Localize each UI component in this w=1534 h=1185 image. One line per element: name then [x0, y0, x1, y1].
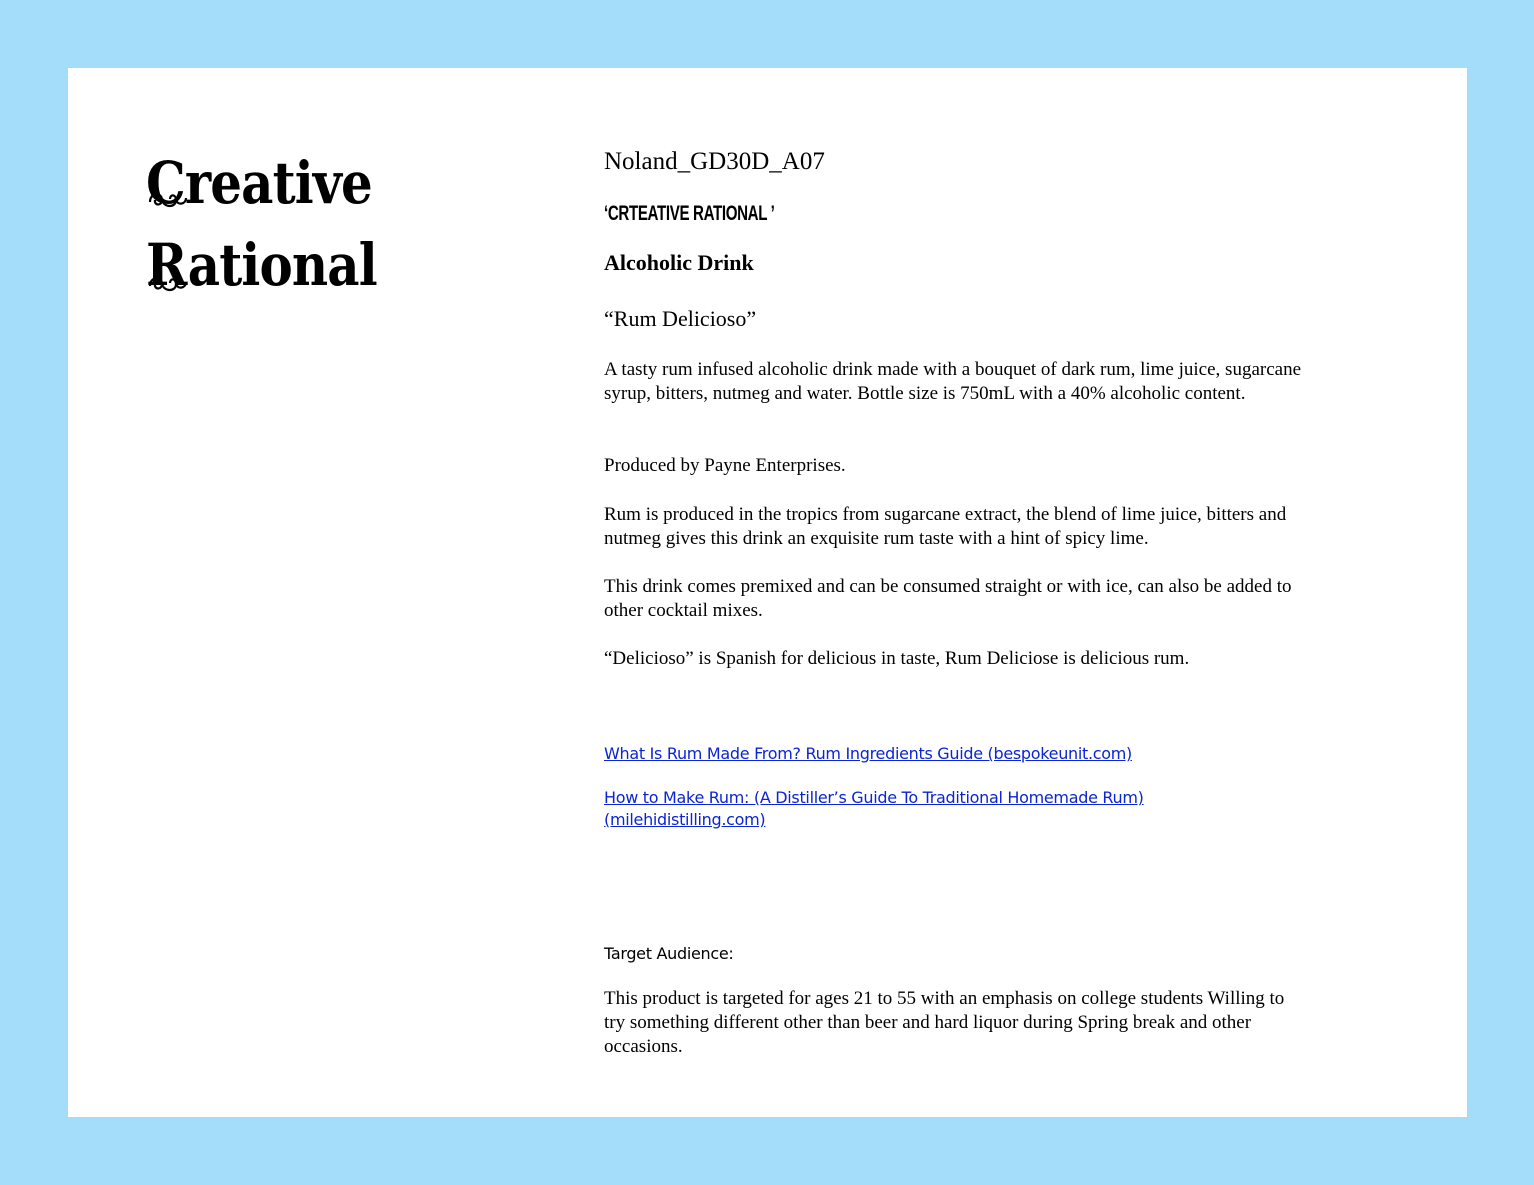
serving-paragraph: This drink comes premixed and can be consumed straight or with ice, can also be added to other cocktail mixes. — [604, 576, 1292, 621]
meaning-paragraph: “Delicioso” is Spanish for delicious in taste, Rum Deliciose is delicious rum. — [604, 648, 1190, 669]
how-to-make-rum-link[interactable]: How to Make Rum: (A Distiller’s Guide To Traditional Homemade Rum) (milehidistilling.com) — [604, 788, 1144, 829]
origin-paragraph: Rum is produced in the tropics from sugarcane extract, the blend of lime juice, bitters and nutmeg gives this drink an exquisite rum taste with a hint of spicy lime. — [604, 504, 1287, 549]
creative-rational-logo — [146, 142, 406, 306]
logo-line-creative: Creative — [146, 149, 372, 217]
category-heading: Alcoholic Drink — [604, 250, 754, 275]
target-audience-label: Target Audience: — [604, 944, 734, 963]
flourish-icon — [146, 188, 190, 210]
product-name: “Rum Delicioso” — [604, 306, 757, 331]
description-paragraph: A tasty rum infused alcoholic drink made with a bouquet of dark rum, lime juice, sugarcane syrup, bitters, nutmeg and water. Bottle size is 750mL with a 40% alcoholic content. — [604, 359, 1301, 404]
producer-paragraph: Produced by Payne Enterprises. — [604, 455, 846, 476]
brand-heading: ‘CRTEATIVE RATIONAL ’ — [604, 202, 775, 225]
logo-line-rational: Rational — [146, 231, 377, 299]
document-id: Noland_GD30D_A07 — [604, 148, 825, 175]
target-audience-paragraph: This product is targeted for ages 21 to 55 with an emphasis on college students Willing to try something different other than beer and hard liquor during Spring break and other occasions. — [604, 988, 1285, 1057]
rum-ingredients-link[interactable]: What Is Rum Made From? Rum Ingredients Guide (bespokeunit.com) — [604, 744, 1133, 763]
document-page — [68, 68, 1467, 1117]
flourish-icon — [146, 272, 190, 294]
